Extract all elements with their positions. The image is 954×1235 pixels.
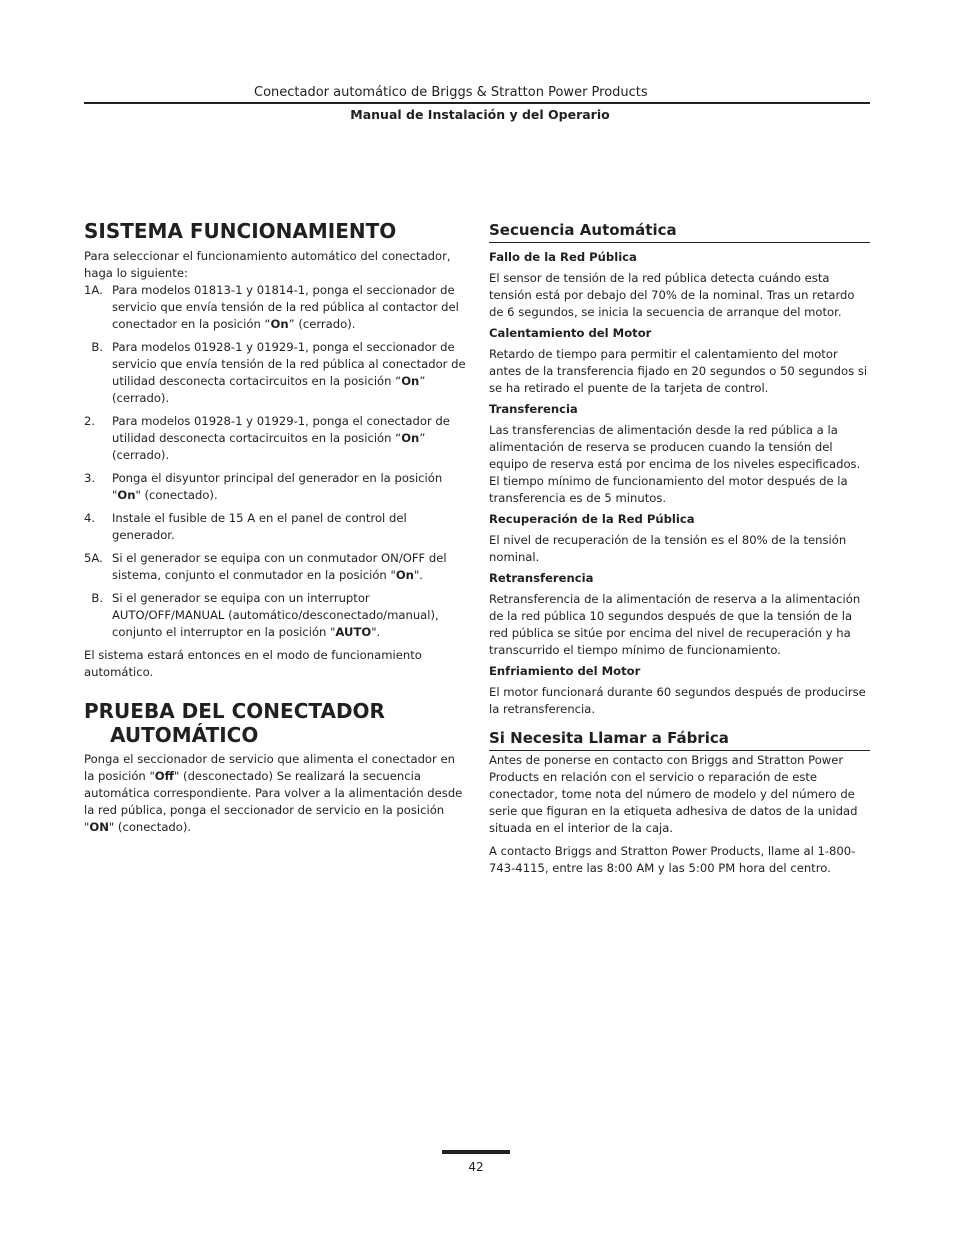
- step-text: Para modelos 01928-1 y 01929-1, ponga el conectador de utilidad desconecta cortacircuitos en la posición “On” (cerrado).: [112, 414, 450, 462]
- sequence-item-title: Calentamiento del Motor: [489, 326, 652, 340]
- step-number: 4.: [84, 511, 96, 525]
- step-text: Si el generador se equipa con un conmutador ON/OFF del sistema, conjunto el conmutador en la posición "On".: [112, 551, 447, 582]
- sequence-items: [489, 249, 870, 718]
- step-text: Ponga el disyuntor principal del generador en la posición "On" (conectado).: [112, 471, 443, 502]
- step-item: [84, 282, 466, 333]
- page-number-text: 42: [468, 1160, 484, 1174]
- header-title: Conectador automático de Briggs & Stratton Power Products: [254, 85, 648, 100]
- fabrica-para-1: Antes de ponerse en contacto con Briggs and Stratton Power Products en relación con el servicio o reparación de este conectador, tome nota del número de modelo y del número de serie que figuran en la etiqueta adhesiva de datos de la unidad situada en el interior de la caja.: [489, 753, 858, 835]
- prueba-body: Ponga el seccionador de servicio que alimenta el conectador en la posición "Off" (desconectado) Se realizará la secuencia automática correspondiente. Para volver a la alimentación desde la red pública, ponga el seccionador de servicio en la posición "ON" (conectado).: [84, 752, 463, 834]
- header-subtitle: Manual de Instalación y del Operario: [350, 107, 610, 122]
- sequence-item-body: Retardo de tiempo para permitir el calentamiento del motor antes de la transferencia fijado en 20 segundos o 50 segundos si se ha retirado el puente de la tarjeta de control.: [489, 347, 868, 395]
- step-item: [84, 470, 466, 504]
- section-intro: Para seleccionar el funcionamiento automático del conectador, haga lo siguiente:: [84, 249, 451, 280]
- step-number: B.: [91, 340, 103, 354]
- sequence-item-body: El sensor de tensión de la red pública detecta cuándo esta tensión está por debajo del 70% de la nominal. Tras un retardo de 6 segundos, se inicia la secuencia de arranque del motor.: [489, 271, 855, 319]
- left-column: [84, 219, 466, 836]
- section-heading-sistema: SISTEMA FUNCIONAMIENTO: [84, 219, 397, 243]
- sequence-item-body: El nivel de recuperación de la tensión es el 80% de la tensión nominal.: [489, 533, 847, 564]
- step-text: Instale el fusible de 15 A en el panel de control del generador.: [112, 511, 407, 542]
- sequence-item-title: Retransferencia: [489, 571, 594, 585]
- fabrica-para-2: A contacto Briggs and Stratton Power Products, llame al 1-800-743-4115, entre las 8:00 AM y las 5:00 PM hora del centro.: [489, 844, 856, 875]
- sequence-item-title: Fallo de la Red Pública: [489, 250, 637, 264]
- step-number: 3.: [84, 471, 96, 485]
- section-heading-prueba: PRUEBA DEL CONECTADOR AUTOMÁTICO: [84, 699, 385, 747]
- sequence-item-title: Transferencia: [489, 402, 578, 416]
- sequence-item-title: Enfriamiento del Motor: [489, 664, 641, 678]
- page-number: [442, 1150, 510, 1174]
- step-number: 5A.: [84, 551, 103, 565]
- page-number-bar: [442, 1150, 510, 1154]
- sequence-item-title: Recuperación de la Red Pública: [489, 512, 695, 526]
- step-text: Para modelos 01928-1 y 01929-1, ponga el seccionador de servicio que envía tensión de la red pública al conectador de utilidad desconecta cortacircuitos en la posición “On” (cerrado).: [112, 340, 466, 405]
- step-item: [84, 550, 466, 584]
- sequence-item-body: Las transferencias de alimentación desde la red pública a la alimentación de reserva se producen cuando la tensión del equipo de reserva está por encima de los niveles especificados. El tiempo mínimo de funcionamiento del motor después de la transferencia es de 5 minutos.: [489, 423, 861, 505]
- step-item: [84, 339, 466, 407]
- step-number: 1A.: [84, 283, 103, 297]
- right-column: [489, 219, 870, 877]
- step-text: Si el generador se equipa con un interruptor AUTO/OFF/MANUAL (automático/desconectado/manual), conjunto el interruptor en la posición "AUTO".: [112, 591, 439, 639]
- step-item: [84, 413, 466, 464]
- step-item: [84, 510, 466, 544]
- section-closing: El sistema estará entonces en el modo de funcionamiento automático.: [84, 648, 422, 679]
- sequence-item-body: El motor funcionará durante 60 segundos después de producirse la retransferencia.: [489, 685, 866, 716]
- steps-list: [84, 282, 466, 641]
- section-heading-fabrica: Si Necesita Llamar a Fábrica: [489, 728, 870, 751]
- step-number: 2.: [84, 414, 96, 428]
- page-header: [84, 84, 870, 124]
- sequence-item-body: Retransferencia de la alimentación de reserva a la alimentación de la red pública 10 segundos después de que la tensión de la red pública se sitúe por encima del nivel de recuperación y ha transcurrido el tiempo mínimo de funcionamiento.: [489, 592, 861, 657]
- step-item: [84, 590, 466, 641]
- section-heading-secuencia: Secuencia Automática: [489, 220, 870, 243]
- step-text: Para modelos 01813-1 y 01814-1, ponga el seccionador de servicio que envía tensión de la red pública al contactor del conectador en la posición “On” (cerrado).: [112, 283, 459, 331]
- header-rule: [84, 102, 870, 104]
- step-number: B.: [91, 591, 103, 605]
